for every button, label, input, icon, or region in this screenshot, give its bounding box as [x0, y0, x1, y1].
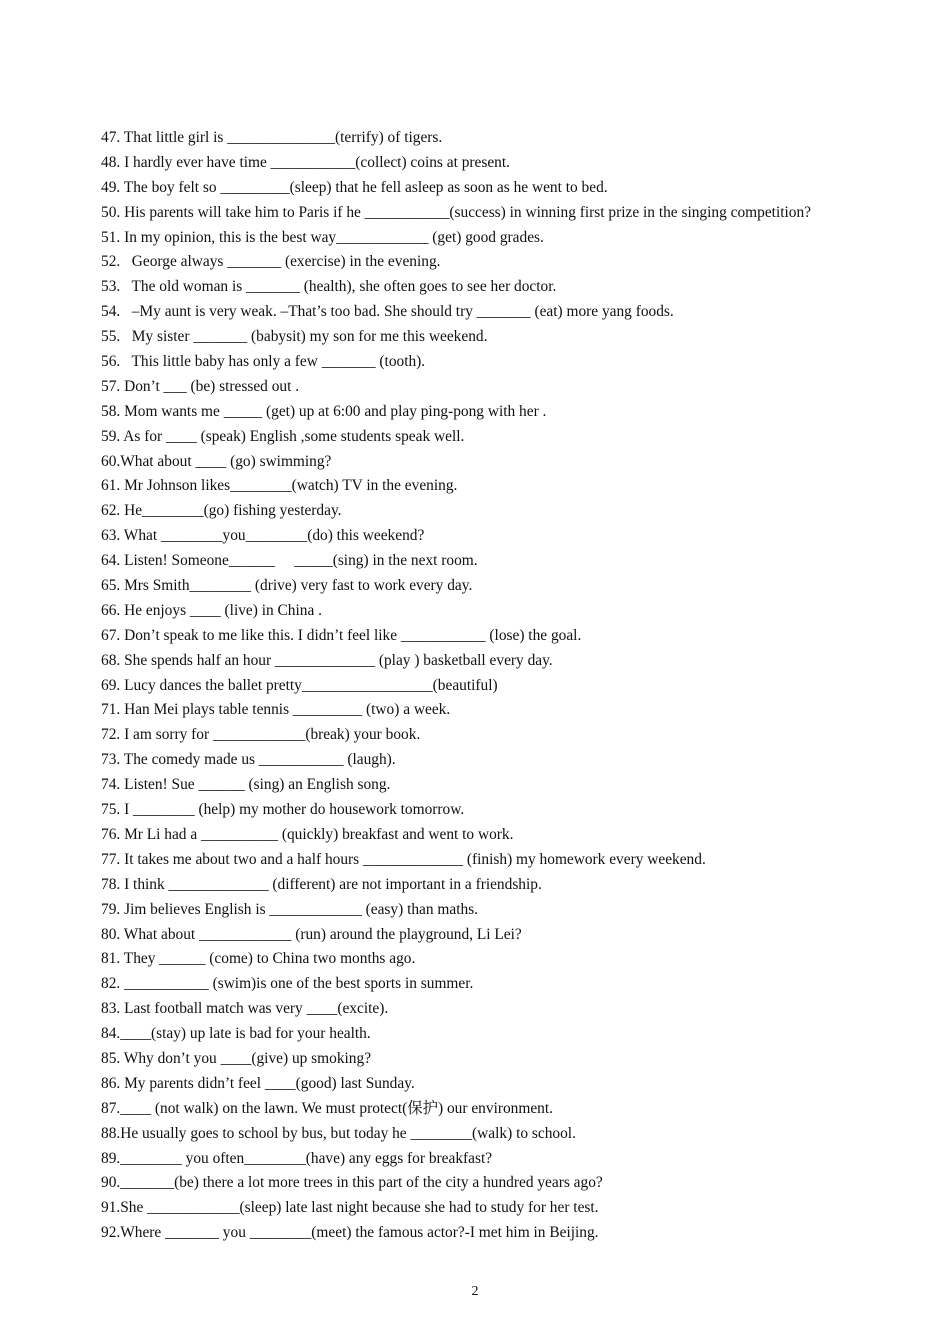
exercise-75: 75. I ________ (help) my mother do housework tomorrow.	[101, 801, 465, 819]
exercise-85: 85. Why don’t you ____(give) up smoking?	[101, 1049, 372, 1067]
exercise-64: 64. Listen! Someone______ _____(sing) in the next room.	[101, 552, 478, 570]
exercise-91: 91.She ____________(sleep) late last night because she had to study for her test.	[101, 1199, 599, 1217]
exercise-68: 68. She spends half an hour _____________ (play ) basketball every day.	[101, 651, 553, 669]
exercise-89: 89.________ you often________(have) any eggs for breakfast?	[101, 1149, 493, 1167]
exercise-list	[101, 126, 901, 1246]
exercise-52: 52. George always _______ (exercise) in the evening.	[101, 253, 441, 271]
exercise-77: 77. It takes me about two and a half hours _____________ (finish) my homework every weekend.	[101, 850, 706, 868]
exercise-60: 60.What about ____ (go) swimming?	[101, 452, 332, 470]
exercise-63: 63. What ________you________(do) this weekend?	[101, 527, 425, 545]
exercise-50: 50. His parents will take him to Paris if he ___________(success) in winning first prize in the singing competition?	[101, 203, 811, 221]
exercise-49: 49. The boy felt so _________(sleep) that he fell asleep as soon as he went to bed.	[101, 178, 608, 196]
exercise-56: 56. This little baby has only a few _______ (tooth).	[101, 353, 426, 371]
exercise-51: 51. In my opinion, this is the best way____________ (get) good grades.	[101, 228, 544, 246]
exercise-57: 57. Don’t ___ (be) stressed out .	[101, 377, 300, 395]
exercise-81: 81. They ______ (come) to China two months ago.	[101, 950, 416, 968]
exercise-82: 82. ___________ (swim)is one of the best sports in summer.	[101, 975, 474, 993]
exercise-62: 62. He________(go) fishing yesterday.	[101, 502, 342, 520]
exercise-92: 92.Where _______ you ________(meet) the famous actor?-I met him in Beijing.	[101, 1224, 599, 1242]
exercise-72: 72. I am sorry for ____________(break) your book.	[101, 726, 421, 744]
exercise-53: 53. The old woman is _______ (health), she often goes to see her doctor.	[101, 278, 557, 296]
exercise-69: 69. Lucy dances the ballet pretty_________________(beautiful)	[101, 676, 498, 694]
exercise-88: 88.He usually goes to school by bus, but today he ________(walk) to school.	[101, 1124, 576, 1142]
exercise-59: 59. As for ____ (speak) English ,some students speak well.	[101, 427, 465, 445]
exercise-73: 73. The comedy made us ___________ (laugh).	[101, 751, 396, 769]
exercise-48: 48. I hardly ever have time ___________(collect) coins at present.	[101, 153, 511, 171]
exercise-65: 65. Mrs Smith________ (drive) very fast to work every day.	[101, 577, 473, 595]
exercise-87: 87.____ (not walk) on the lawn. We must protect(保护) our environment.	[101, 1099, 553, 1117]
exercise-86: 86. My parents didn’t feel ____(good) last Sunday.	[101, 1074, 415, 1092]
exercise-74: 74. Listen! Sue ______ (sing) an English song.	[101, 776, 391, 794]
exercise-79: 79. Jim believes English is ____________ (easy) than maths.	[101, 900, 479, 918]
exercise-76: 76. Mr Li had a __________ (quickly) breakfast and went to work.	[101, 825, 514, 843]
exercise-90: 90._______(be) there a lot more trees in this part of the city a hundred years ago?	[101, 1174, 603, 1192]
exercise-54: 54. –My aunt is very weak. –That’s too bad. She should try _______ (eat) more yang foods.	[101, 303, 674, 321]
exercise-80: 80. What about ____________ (run) around the playground, Li Lei?	[101, 925, 522, 943]
page-number: 2	[471, 1284, 479, 1299]
exercise-71: 71. Han Mei plays table tennis _________ (two) a week.	[101, 701, 451, 719]
exercise-66: 66. He enjoys ____ (live) in China .	[101, 601, 322, 619]
exercise-78: 78. I think _____________ (different) are not important in a friendship.	[101, 875, 542, 893]
exercise-84: 84.____(stay) up late is bad for your health.	[101, 1025, 371, 1043]
exercise-47: 47. That little girl is ______________(terrify) of tigers.	[101, 129, 443, 146]
exercise-67: 67. Don’t speak to me like this. I didn’t feel like ___________ (lose) the goal.	[101, 626, 582, 644]
exercise-61: 61. Mr Johnson likes________(watch) TV in the evening.	[101, 477, 458, 495]
exercise-83: 83. Last football match was very ____(excite).	[101, 1000, 389, 1018]
exercise-55: 55. My sister _______ (babysit) my son for me this weekend.	[101, 328, 488, 346]
exercise-58: 58. Mom wants me _____ (get) up at 6:00 and play ping-pong with her .	[101, 402, 547, 420]
